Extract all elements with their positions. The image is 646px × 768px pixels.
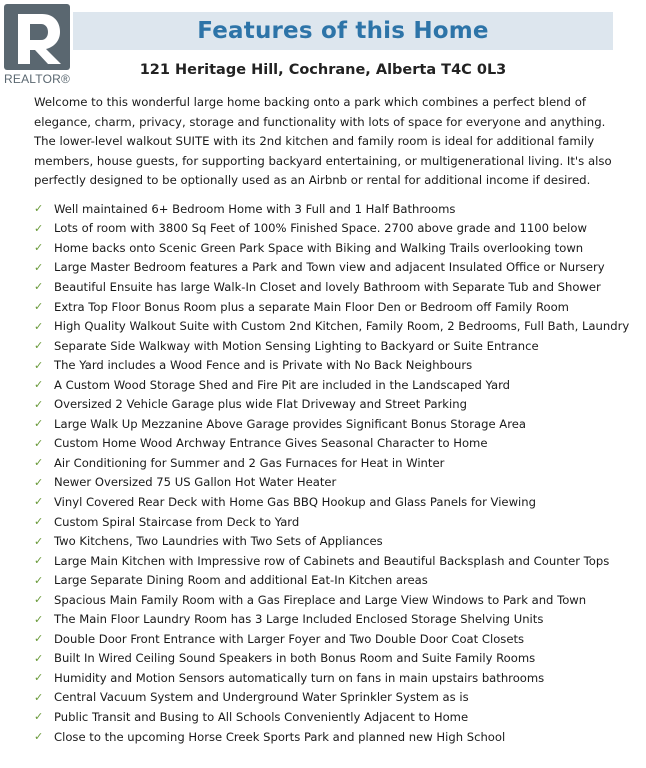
feature-text: Close to the upcoming Horse Creek Sports Park and planned new High School: [54, 729, 506, 744]
feature-item: [34, 375, 634, 395]
checkmark-icon: ✓: [34, 202, 44, 216]
feature-text: Extra Top Floor Bonus Room plus a separate Main Floor Den or Bedroom off Family Room: [54, 299, 569, 314]
feature-item: [34, 414, 634, 434]
checkmark-icon: ✓: [34, 436, 44, 450]
feature-text: Home backs onto Scenic Green Park Space with Biking and Walking Trails overlooking town: [54, 240, 584, 255]
checkmark-icon: ✓: [34, 417, 44, 431]
feature-item: [34, 394, 634, 414]
feature-item: [34, 551, 634, 571]
checkmark-icon: ✓: [34, 671, 44, 685]
feature-text: Spacious Main Family Room with a Gas Fireplace and Large View Windows to Park and Town: [54, 592, 587, 607]
checkmark-icon: ✓: [34, 573, 44, 587]
feature-item: [34, 629, 634, 649]
checkmark-icon: ✓: [34, 612, 44, 626]
checkmark-icon: ✓: [34, 260, 44, 274]
feature-item: [34, 492, 634, 512]
checkmark-icon: ✓: [34, 378, 44, 392]
feature-text: Large Main Kitchen with Impressive row of Cabinets and Beautiful Backsplash and Counter Tops: [54, 553, 610, 568]
feature-text: The Main Floor Laundry Room has 3 Large Included Enclosed Storage Shelving Units: [54, 612, 544, 627]
feature-item: [34, 531, 634, 551]
feature-text: Air Conditioning for Summer and 2 Gas Furnaces for Heat in Winter: [54, 455, 445, 470]
feature-text: Built In Wired Ceiling Sound Speakers in both Bonus Room and Suite Family Rooms: [54, 651, 536, 666]
feature-text: Separate Side Walkway with Motion Sensing Lighting to Backyard or Suite Entrance: [54, 338, 539, 353]
feature-item: [34, 199, 634, 219]
feature-text: Well maintained 6+ Bedroom Home with 3 Full and 1 Half Bathrooms: [54, 201, 456, 216]
checkmark-icon: ✓: [34, 690, 44, 704]
feature-text: Beautiful Ensuite has large Walk-In Closet and lovely Bathroom with Separate Tub and Shower: [54, 279, 601, 294]
checkmark-icon: ✓: [34, 475, 44, 489]
checkmark-icon: ✓: [34, 651, 44, 665]
feature-item: [34, 590, 634, 610]
feature-text: Custom Spiral Staircase from Deck to Yard: [54, 514, 300, 529]
feature-text: The Yard includes a Wood Fence and is Private with No Back Neighbours: [54, 358, 473, 373]
checkmark-icon: ✓: [34, 534, 44, 548]
feature-item: [34, 512, 634, 532]
checkmark-icon: ✓: [34, 593, 44, 607]
feature-item: [34, 649, 634, 669]
realtor-r-icon: [4, 4, 70, 70]
checkmark-icon: ✓: [34, 221, 44, 235]
realtor-wordmark: REALTOR®: [4, 72, 71, 86]
feature-text: Public Transit and Busing to All Schools Conveniently Adjacent to Home: [54, 709, 469, 724]
page-title: Features of this Home: [197, 18, 489, 44]
feature-item: [34, 277, 634, 297]
feature-text: Vinyl Covered Rear Deck with Home Gas BBQ Hookup and Glass Panels for Viewing: [54, 494, 536, 509]
feature-text: Double Door Front Entrance with Larger Foyer and Two Double Door Coat Closets: [54, 631, 525, 646]
checkmark-icon: ✓: [34, 397, 44, 411]
feature-item: [34, 609, 634, 629]
feature-text: Large Master Bedroom features a Park and Town view and adjacent Insulated Office or Nursery: [54, 260, 605, 275]
checkmark-icon: ✓: [34, 456, 44, 470]
feature-item: [34, 707, 634, 727]
feature-text: Large Separate Dining Room and additional Eat-In Kitchen areas: [54, 573, 428, 588]
checkmark-icon: ✓: [34, 495, 44, 509]
feature-item: [34, 434, 634, 454]
feature-text: Humidity and Motion Sensors automatically turn on fans in main upstairs bathrooms: [54, 670, 545, 685]
intro-text: Welcome to this wonderful large home backing onto a park which combines a perfect blend of elegance, charm, privacy, storage and functionality with lots of space for everyone and anything. The lower-level walkout SUITE with its 2nd kitchen and family room is ideal for additional family members, house guests, for supporting backyard entertaining, or multigenerational living. It's also perfectly designed to be optionally used as an Airbnb or rental for additional income if desired.: [34, 95, 612, 188]
feature-text: A Custom Wood Storage Shed and Fire Pit are included in the Landscaped Yard: [54, 377, 511, 392]
checkmark-icon: ✓: [34, 358, 44, 372]
feature-item: [34, 297, 634, 317]
feature-item: [34, 238, 634, 258]
features-list: [34, 199, 634, 746]
checkmark-icon: ✓: [34, 632, 44, 646]
feature-item: [34, 473, 634, 493]
feature-text: Two Kitchens, Two Laundries with Two Sets of Appliances: [54, 534, 383, 549]
checkmark-icon: ✓: [34, 300, 44, 313]
feature-item: [34, 258, 634, 278]
feature-item: [34, 336, 634, 356]
feature-item: [34, 727, 634, 747]
checkmark-icon: ✓: [34, 515, 44, 529]
feature-item: [34, 668, 634, 688]
feature-text: Newer Oversized 75 US Gallon Hot Water Heater: [54, 475, 337, 490]
checkmark-icon: ✓: [34, 339, 44, 353]
checkmark-icon: ✓: [34, 319, 44, 333]
feature-item: [34, 453, 634, 473]
checkmark-icon: ✓: [34, 241, 44, 255]
title-banner: [73, 12, 613, 50]
feature-text: Custom Home Wood Archway Entrance Gives Seasonal Character to Home: [54, 436, 488, 451]
feature-item: [34, 570, 634, 590]
checkmark-icon: ✓: [34, 730, 44, 744]
feature-text: High Quality Walkout Suite with Custom 2nd Kitchen, Family Room, 2 Bedrooms, Full Bath, Laundry: [54, 319, 630, 334]
feature-item: [34, 355, 634, 375]
checkmark-icon: ✓: [34, 710, 44, 724]
intro-paragraph: [34, 93, 614, 191]
feature-item: [34, 688, 634, 708]
feature-text: Large Walk Up Mezzanine Above Garage provides Significant Bonus Storage Area: [54, 416, 526, 431]
feature-text: Lots of room with 3800 Sq Feet of 100% Finished Space. 2700 above grade and 1100 below: [54, 221, 587, 236]
checkmark-icon: ✓: [34, 554, 44, 568]
feature-item: [34, 316, 634, 336]
feature-text: Central Vacuum System and Underground Water Sprinkler System as is: [54, 690, 469, 705]
checkmark-icon: ✓: [34, 280, 44, 294]
feature-item: [34, 219, 634, 239]
property-address: 121 Heritage Hill, Cochrane, Alberta T4C 0L3: [139, 62, 507, 78]
feature-text: Oversized 2 Vehicle Garage plus wide Flat Driveway and Street Parking: [54, 397, 467, 412]
